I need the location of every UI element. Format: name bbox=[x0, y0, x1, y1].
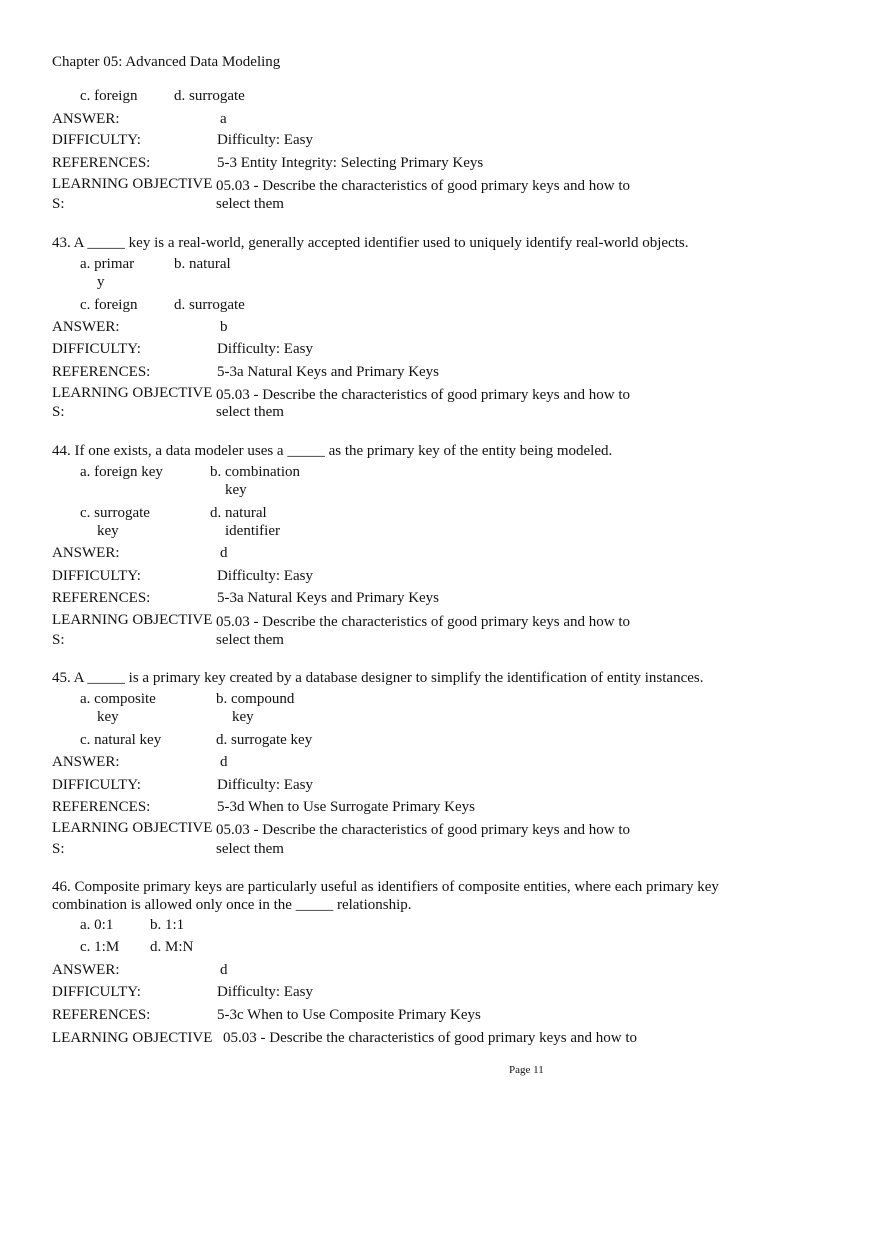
option-d: d. M:N bbox=[150, 939, 194, 955]
answer-value: d bbox=[220, 545, 228, 561]
answer-value: d bbox=[220, 962, 228, 978]
option-d: d. surrogate bbox=[174, 297, 245, 313]
difficulty-label: DIFFICULTY: bbox=[52, 132, 141, 148]
option-c-cont: key bbox=[97, 523, 119, 539]
answer-value: a bbox=[220, 111, 227, 127]
answer-label: ANSWER: bbox=[52, 962, 120, 978]
lo-value-cont: select them bbox=[216, 196, 284, 212]
question-text: 44. If one exists, a data modeler uses a _____ as the primary key of the entity being modeled. bbox=[52, 443, 613, 459]
lo-label: LEARNING OBJECTIVE bbox=[52, 1030, 213, 1046]
option-c: c. natural key bbox=[80, 732, 162, 748]
lo-label: LEARNING OBJECTIVE bbox=[52, 820, 213, 836]
difficulty-value: Difficulty: Easy bbox=[217, 341, 313, 357]
references-value: 5-3a Natural Keys and Primary Keys bbox=[217, 590, 440, 606]
answer-label: ANSWER: bbox=[52, 754, 120, 770]
difficulty-label: DIFFICULTY: bbox=[52, 777, 141, 793]
question-text-cont: combination is allowed only once in the _____ relationship. bbox=[52, 897, 412, 913]
option-b: b. natural bbox=[174, 256, 231, 272]
option-d: d. natural bbox=[210, 505, 267, 521]
option-b-cont: key bbox=[232, 709, 254, 725]
lo-value: 05.03 - Describe the characteristics of good primary keys and how to bbox=[216, 822, 631, 838]
option-b-cont: key bbox=[225, 482, 247, 498]
difficulty-value: Difficulty: Easy bbox=[217, 777, 313, 793]
lo-label: LEARNING OBJECTIVE bbox=[52, 385, 213, 401]
answer-label: ANSWER: bbox=[52, 545, 120, 561]
option-b: b. 1:1 bbox=[150, 917, 185, 933]
question-text: 43. A _____ key is a real-world, generally accepted identifier used to uniquely identify real-world objects. bbox=[52, 235, 689, 251]
references-value: 5-3c When to Use Composite Primary Keys bbox=[217, 1007, 481, 1023]
option-a-cont: y bbox=[97, 274, 105, 290]
references-label: REFERENCES: bbox=[52, 155, 151, 171]
lo-label-cont: S: bbox=[52, 841, 65, 857]
option-a: a. 0:1 bbox=[80, 917, 114, 933]
option-c: c. surrogate bbox=[80, 505, 150, 521]
option-a-cont: key bbox=[97, 709, 119, 725]
lo-value: 05.03 - Describe the characteristics of good primary keys and how to bbox=[216, 387, 631, 403]
option-c: c. 1:M bbox=[80, 939, 120, 955]
option-a: a. primar bbox=[80, 256, 135, 272]
lo-label-cont: S: bbox=[52, 632, 65, 648]
lo-value: 05.03 - Describe the characteristics of good primary keys and how to bbox=[216, 178, 631, 194]
difficulty-label: DIFFICULTY: bbox=[52, 568, 141, 584]
difficulty-label: DIFFICULTY: bbox=[52, 984, 141, 1000]
option-b: b. combination bbox=[210, 464, 300, 480]
lo-value: 05.03 - Describe the characteristics of good primary keys and how to bbox=[216, 614, 631, 630]
lo-label: LEARNING OBJECTIVE bbox=[52, 176, 213, 192]
option-d-cont: identifier bbox=[225, 523, 280, 539]
option-b: b. compound bbox=[216, 691, 295, 707]
references-label: REFERENCES: bbox=[52, 1007, 151, 1023]
answer-value: d bbox=[220, 754, 228, 770]
lo-label-cont: S: bbox=[52, 196, 65, 212]
references-label: REFERENCES: bbox=[52, 590, 151, 606]
lo-value: 05.03 - Describe the characteristics of good primary keys and how to bbox=[223, 1030, 638, 1046]
question-text: 45. A _____ is a primary key created by a database designer to simplify the identification of entity instances. bbox=[52, 670, 704, 686]
option-d: d. surrogate bbox=[174, 88, 245, 104]
answer-label: ANSWER: bbox=[52, 111, 120, 127]
references-value: 5-3d When to Use Surrogate Primary Keys bbox=[217, 799, 476, 815]
page-header: Chapter 05: Advanced Data Modeling bbox=[52, 54, 281, 70]
option-c: c. foreign bbox=[80, 297, 138, 313]
option-a: a. foreign key bbox=[80, 464, 163, 480]
references-label: REFERENCES: bbox=[52, 364, 151, 380]
lo-value-cont: select them bbox=[216, 632, 284, 648]
references-value: 5-3a Natural Keys and Primary Keys bbox=[217, 364, 440, 380]
difficulty-value: Difficulty: Easy bbox=[217, 984, 313, 1000]
page-number: Page 11 bbox=[509, 1064, 544, 1076]
option-c: c. foreign bbox=[80, 88, 138, 104]
difficulty-value: Difficulty: Easy bbox=[217, 132, 313, 148]
difficulty-value: Difficulty: Easy bbox=[217, 568, 313, 584]
option-a: a. composite bbox=[80, 691, 156, 707]
answer-label: ANSWER: bbox=[52, 319, 120, 335]
question-text: 46. Composite primary keys are particularly useful as identifiers of composite entities, where each primary key bbox=[52, 879, 719, 895]
references-value: 5-3 Entity Integrity: Selecting Primary Keys bbox=[217, 155, 484, 171]
references-label: REFERENCES: bbox=[52, 799, 151, 815]
answer-value: b bbox=[220, 319, 228, 335]
lo-value-cont: select them bbox=[216, 841, 284, 857]
option-d: d. surrogate key bbox=[216, 732, 313, 748]
lo-label: LEARNING OBJECTIVE bbox=[52, 612, 213, 628]
difficulty-label: DIFFICULTY: bbox=[52, 341, 141, 357]
lo-value-cont: select them bbox=[216, 404, 284, 420]
lo-label-cont: S: bbox=[52, 404, 65, 420]
